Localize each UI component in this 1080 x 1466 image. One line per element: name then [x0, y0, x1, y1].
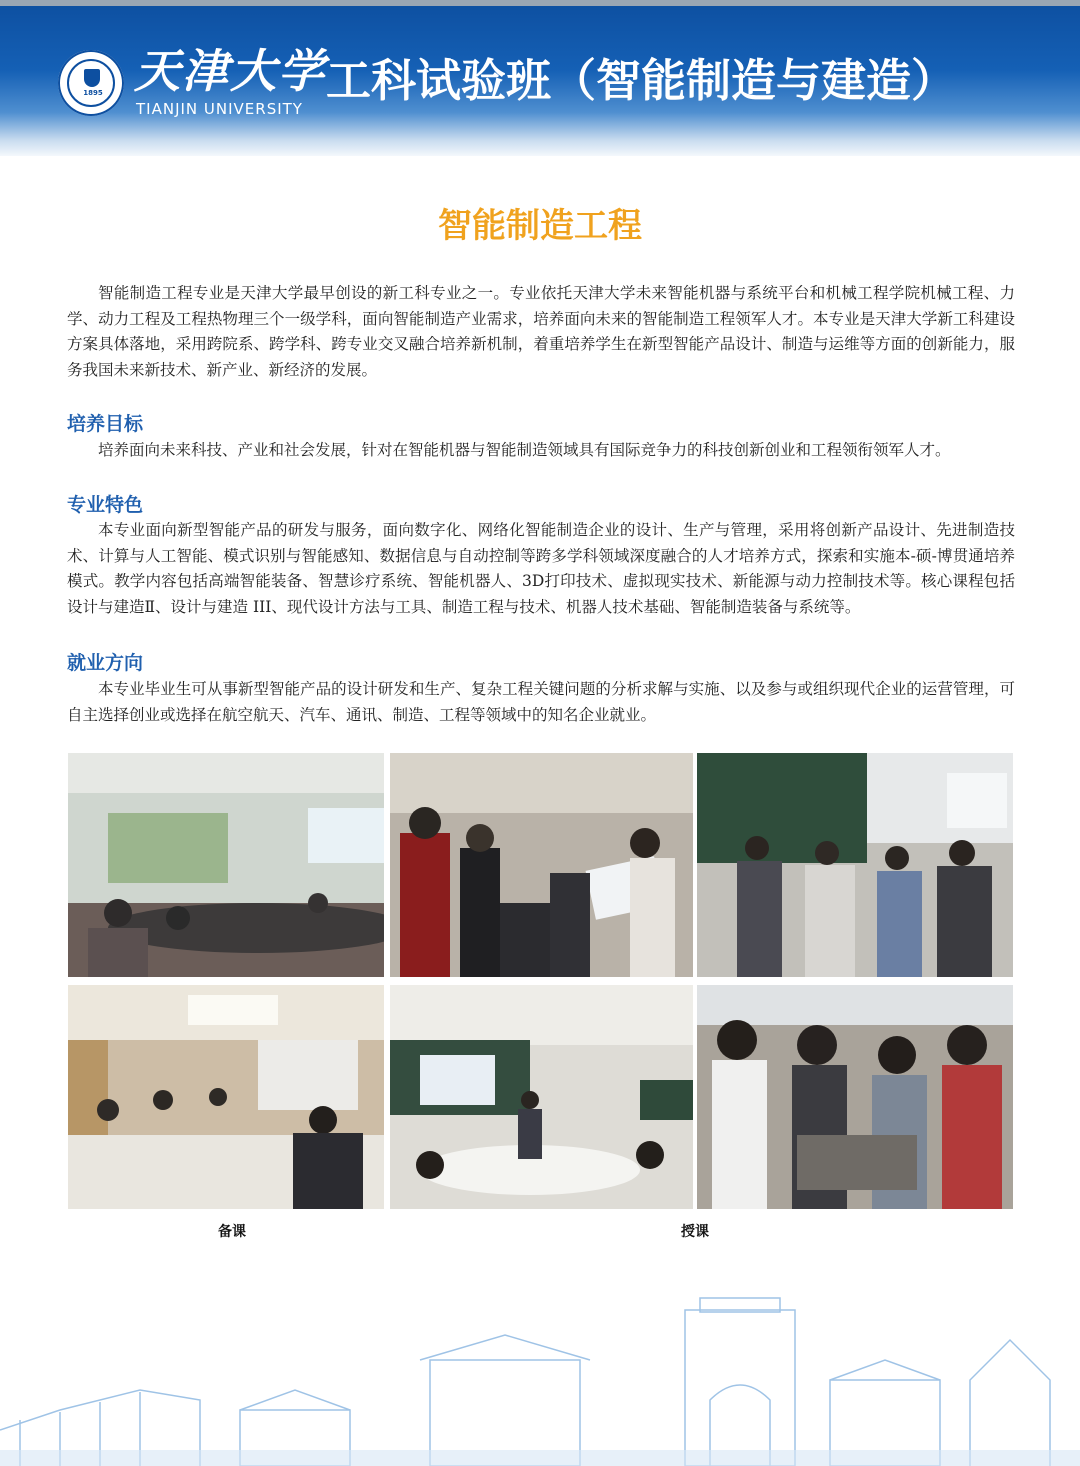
section-heading-goals: 培养目标 — [67, 413, 144, 435]
section-heading-features: 专业特色 — [67, 494, 144, 516]
university-seal-logo — [58, 50, 124, 116]
seal-shield-icon — [84, 69, 100, 87]
photo-conference-room — [68, 985, 384, 1209]
photo-blackboard-group — [697, 753, 1013, 977]
program-title: 工科试验班（智能制造与建造） — [326, 54, 957, 107]
photo-robot-lab — [390, 753, 693, 977]
header-top-stripe — [0, 0, 1080, 6]
photo-students-workshop — [697, 985, 1013, 1209]
seal-ring — [67, 59, 115, 107]
photo-meeting-room — [68, 753, 384, 977]
header-banner — [0, 0, 1080, 156]
section-body-goals: 培养面向未来科技、产业和社会发展，针对在智能机器与智能制造领域具有国际竞争力的科技创新创业和工程领衔领军人才。 — [98, 441, 951, 459]
page-title: 智能制造工程 — [438, 206, 642, 246]
university-name-en: TIANJIN UNIVERSITY — [136, 100, 303, 118]
caption-teaching: 授课 — [681, 1224, 709, 1240]
caption-preparation: 备课 — [218, 1224, 246, 1240]
seal-year: 1895 — [83, 89, 103, 97]
section-heading-career: 就业方向 — [67, 652, 144, 674]
section-body-features: 本专业面向新型智能产品的研发与服务，面向数字化、网络化智能制造企业的设计、生产与管理，采用将创新产品设计、先进制造技术、计算与人工智能、模式识别与智能感知、数据信息与自动控制等跨多学科领域深度融合的人才培养方式，探索和实施本-硕-博贯通培养模式。教学内容包括高端智能装备、智慧诊疗系统、智能机器人、3D打印技术、虚拟现实技术、新能源与动力控制技术等。核心课程包括设计与建造Ⅱ、设计与建造 III、现代设计方法与工具、制造工程与技术、机器人技术基础、智能制造装备与系统等。 — [67, 521, 1015, 616]
university-name-cn: 天津大学 — [134, 44, 326, 98]
campus-skyline-illustration — [0, 1290, 1080, 1466]
photo-classroom-round-table — [390, 985, 693, 1209]
section-body-career: 本专业毕业生可从事新型智能产品的设计研发和生产、复杂工程关键问题的分析求解与实施、以及参与或组织现代企业的运营管理，可自主选择创业或选择在航空航天、汽车、通讯、制造、工程等领域中的知名企业就业。 — [67, 680, 1015, 724]
intro-paragraph: 智能制造工程专业是天津大学最早创设的新工科专业之一。专业依托天津大学未来智能机器与系统平台和机械工程学院机械工程、力学、动力工程及工程热物理三个一级学科，面向智能制造产业需求，培养面向未来的智能制造工程领军人才。本专业是天津大学新工科建设方案具体落地，采用跨院系、跨学科、跨专业交叉融合培养新机制，着重培养学生在新型智能产品设计、制造与运维等方面的创新能力，服务我国未来新技术、新产业、新经济的发展。 — [67, 284, 1015, 379]
